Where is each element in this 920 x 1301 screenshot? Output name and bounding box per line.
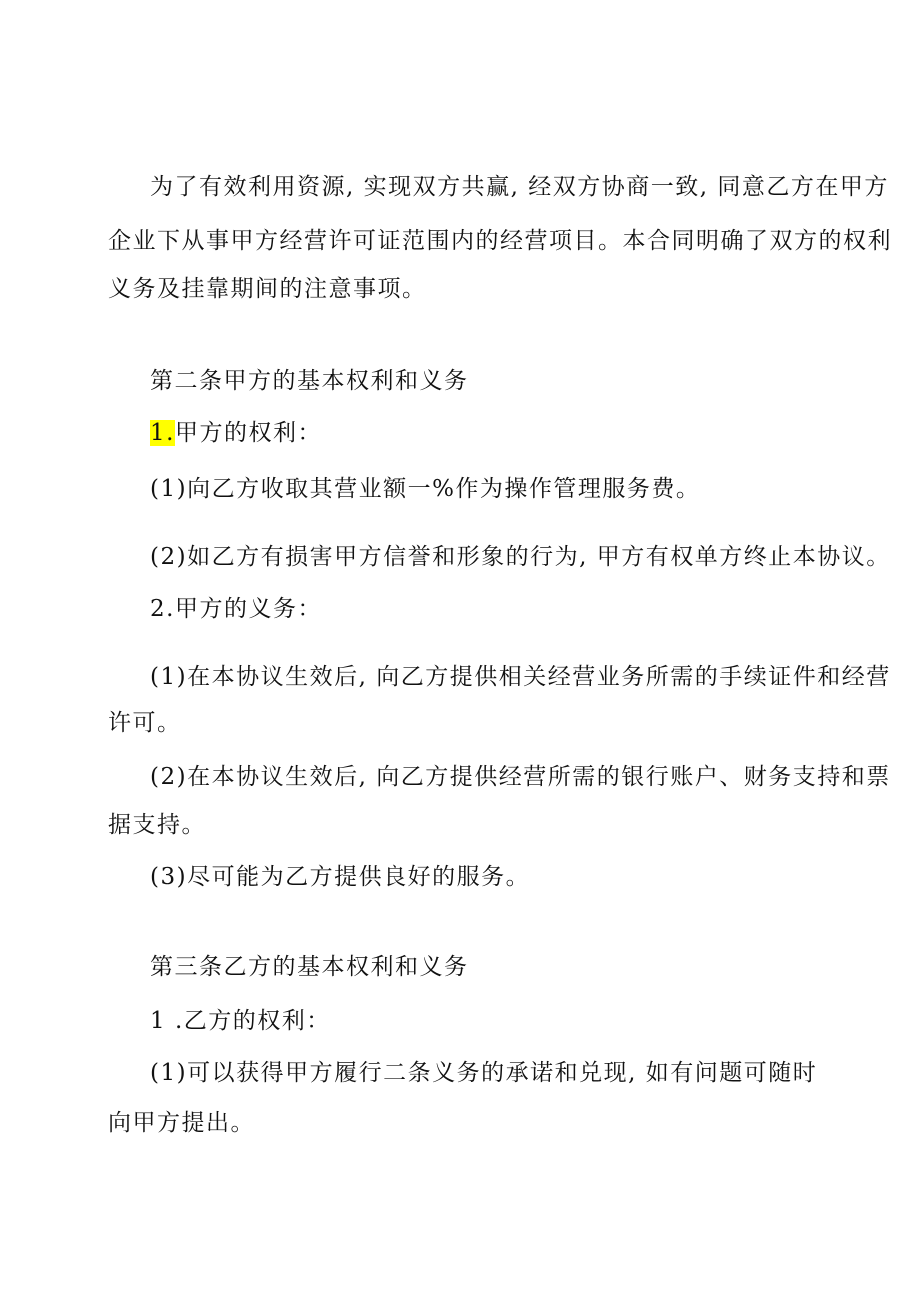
article-3-right-1-line-1: (1)可以获得甲方履行二条义务的承诺和兑现, 如有问题可随时 (150, 1060, 818, 1086)
article-2-duty-1-line-2: 许可。 (108, 710, 182, 736)
article-3-right-1-line-2: 向甲方提出。 (108, 1110, 255, 1136)
article-2-duty-3: (3)尽可能为乙方提供良好的服务。 (150, 864, 531, 890)
intro-line-2: 企业下从事甲方经营许可证范围内的经营项目。本合同明确了双方的权利 (108, 228, 892, 254)
intro-line-3: 义务及挂靠期间的注意事项。 (108, 276, 427, 302)
article-2-duties-heading: 2.甲方的义务： (150, 596, 322, 622)
article-3-rights-heading: 1 .乙方的权利： (150, 1008, 331, 1034)
rights-label: 甲方的权利： (174, 420, 322, 446)
article-2-heading: 第二条甲方的基本权利和义务 (150, 368, 469, 394)
article-2-right-1: (1)向乙方收取其营业额一%作为操作管理服务费。 (150, 476, 701, 502)
article-3-heading: 第三条乙方的基本权利和义务 (150, 954, 469, 980)
highlighted-number: 1. (150, 420, 175, 446)
article-2-duty-2-line-2: 据支持。 (108, 812, 206, 838)
intro-line-1: 为了有效利用资源, 实现双方共赢, 经双方协商一致, 同意乙方在甲方 (150, 174, 889, 200)
article-2-duty-1-line-1: (1)在本协议生效后, 向乙方提供相关经营业务所需的手续证件和经营 (150, 664, 891, 690)
article-2-right-2: (2)如乙方有损害甲方信誉和形象的行为, 甲方有权单方终止本协议。 (150, 544, 891, 570)
article-2-rights-heading (150, 409, 322, 457)
article-2-duty-2-line-1: (2)在本协议生效后, 向乙方提供经营所需的银行账户、财务支持和票 (150, 764, 891, 790)
